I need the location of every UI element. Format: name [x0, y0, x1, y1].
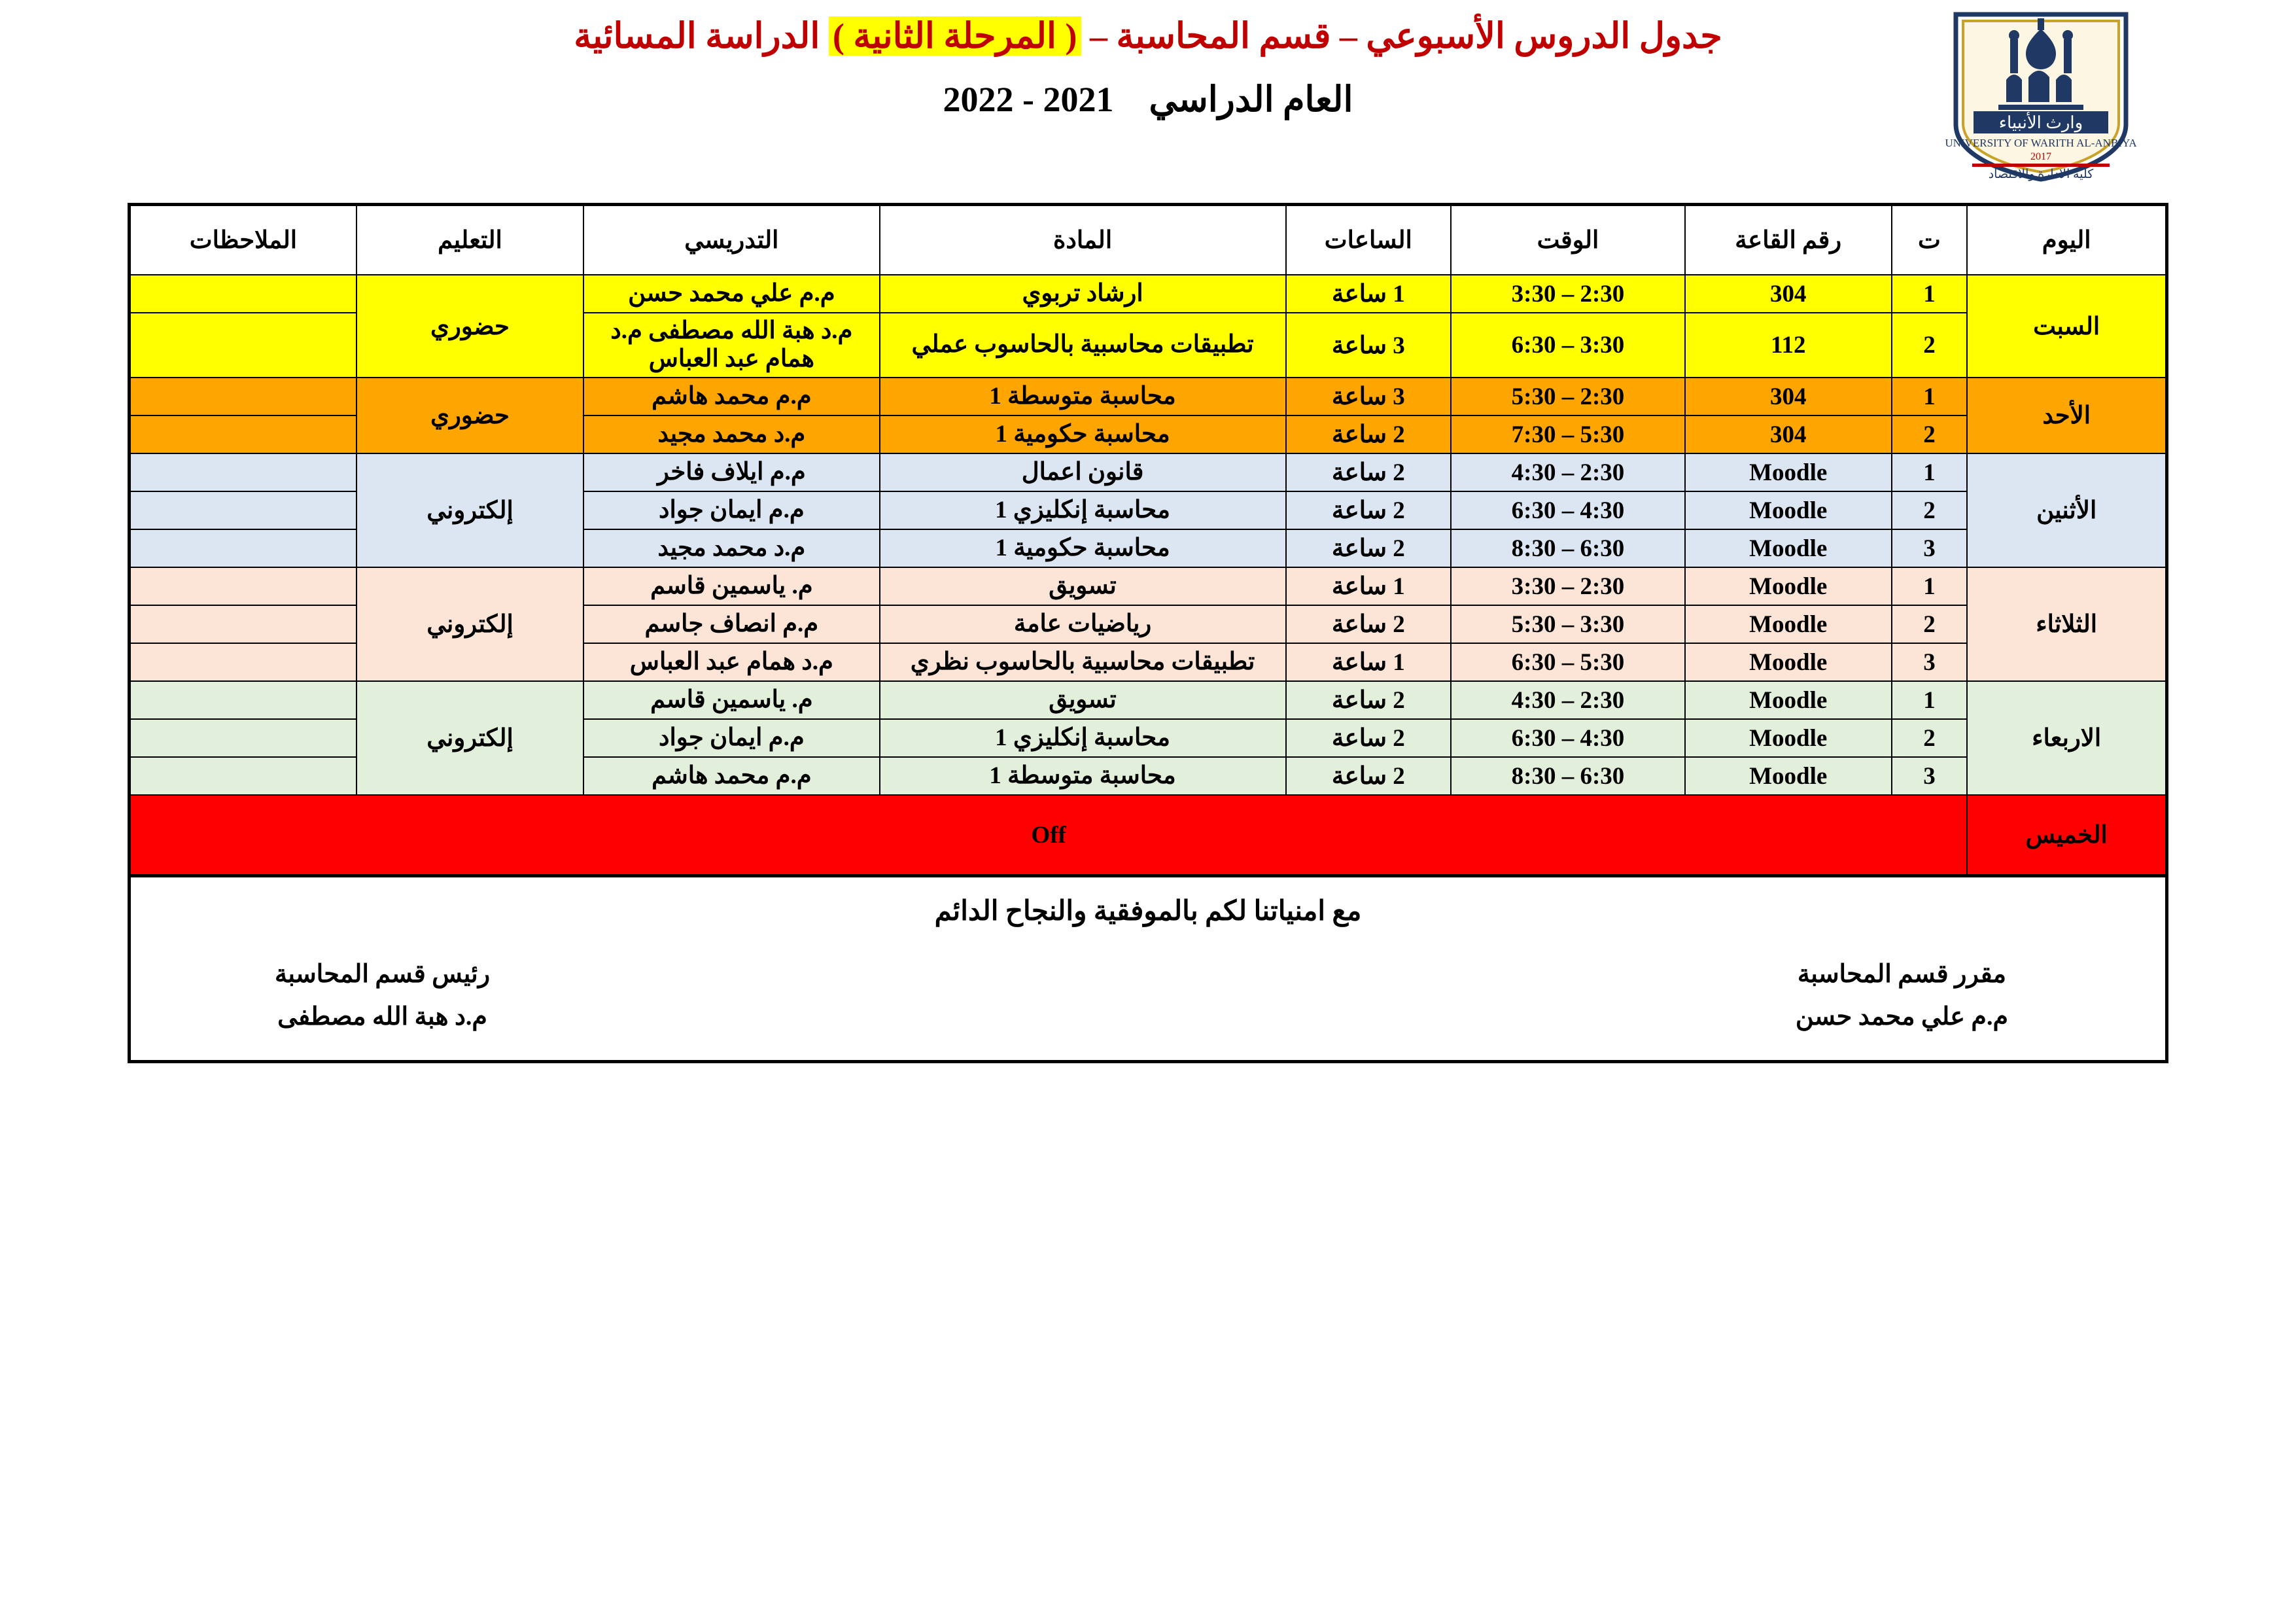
table-row	[130, 275, 2167, 313]
time-slot: 5:30 – 7:30	[1451, 415, 1685, 453]
room-number: Moodle	[1685, 453, 1892, 491]
row-index: 1	[1892, 567, 1968, 605]
teacher-name: م.م محمد هاشم	[583, 378, 880, 415]
notes-cell	[130, 719, 357, 757]
time-slot: 6:30 – 8:30	[1451, 529, 1685, 567]
row-index: 3	[1892, 529, 1968, 567]
time-slot: 2:30 – 5:30	[1451, 378, 1685, 415]
header-subject: المادة	[880, 205, 1286, 275]
row-index: 2	[1892, 415, 1968, 453]
room-number: Moodle	[1685, 681, 1892, 719]
time-slot: 5:30 – 6:30	[1451, 643, 1685, 681]
day-name: الأحد	[1967, 378, 2166, 453]
row-index: 3	[1892, 757, 1968, 795]
off-label: Off	[130, 795, 1968, 876]
row-index: 2	[1892, 605, 1968, 643]
notes-cell	[130, 605, 357, 643]
subject-name: محاسبة إنكليزي 1	[880, 719, 1286, 757]
teacher-name: م. ياسمين قاسم	[583, 567, 880, 605]
hours-count: 1 ساعة	[1286, 643, 1452, 681]
teaching-mode: حضوري	[357, 378, 583, 453]
hours-count: 2 ساعة	[1286, 415, 1452, 453]
header-teacher: التدريسي	[583, 205, 880, 275]
signature-coordinator	[1796, 953, 2008, 1038]
head-role: رئيس قسم المحاسبة	[275, 961, 491, 989]
room-number: 304	[1685, 378, 1892, 415]
notes-cell	[130, 378, 357, 415]
row-index: 2	[1892, 491, 1968, 529]
hours-count: 2 ساعة	[1286, 719, 1452, 757]
hours-count: 3 ساعة	[1286, 313, 1452, 378]
academic-year-value: 2021 - 2022	[943, 79, 1114, 119]
room-number: Moodle	[1685, 605, 1892, 643]
teacher-name: م.م ايلاف فاخر	[583, 453, 880, 491]
notes-cell	[130, 491, 357, 529]
weekly-schedule-table	[128, 203, 2168, 877]
subject-name: قانون اعمال	[880, 453, 1286, 491]
notes-cell	[130, 529, 357, 567]
subject-name: ارشاد تربوي	[880, 275, 1286, 313]
room-number: Moodle	[1685, 567, 1892, 605]
room-number: 304	[1685, 275, 1892, 313]
header-index: ت	[1892, 205, 1968, 275]
time-slot: 2:30 – 4:30	[1451, 681, 1685, 719]
teacher-name: م.م علي محمد حسن	[583, 275, 880, 313]
teaching-mode: حضوري	[357, 275, 583, 378]
teacher-name: م.م ايمان جواد	[583, 719, 880, 757]
subject-name: محاسبة متوسطة 1	[880, 378, 1286, 415]
coordinator-role: مقرر قسم المحاسبة	[1797, 961, 2007, 989]
subject-name: تطبيقات محاسبية بالحاسوب عملي	[880, 313, 1286, 378]
hours-count: 2 ساعة	[1286, 491, 1452, 529]
hours-count: 1 ساعة	[1286, 275, 1452, 313]
svg-text:UNIVERSITY OF WARITH AL-ANBIYA: UNIVERSITY OF WARITH AL-ANBIYA	[1945, 137, 2137, 149]
room-number: 112	[1685, 313, 1892, 378]
header-room: رقم القاعة	[1685, 205, 1892, 275]
header-mode: التعليم	[357, 205, 583, 275]
day-name: السبت	[1967, 275, 2166, 378]
notes-cell	[130, 681, 357, 719]
document-footer	[128, 877, 2168, 1063]
wish-text: مع امنياتنا لكم بالموفقية والنجاح الدائم	[934, 896, 1362, 927]
teacher-name: م.د هبة الله مصطفى م.د همام عبد العباس	[583, 313, 880, 378]
room-number: Moodle	[1685, 643, 1892, 681]
svg-text:وارث الأنبياء: وارث الأنبياء	[1998, 113, 2083, 132]
svg-text:كلية الادارة والاقتصاد: كلية الادارة والاقتصاد	[1988, 168, 2094, 181]
document-header	[0, 0, 2296, 196]
page-title-suffix: الدراسة المسائية	[574, 16, 829, 56]
hours-count: 2 ساعة	[1286, 453, 1452, 491]
coordinator-name: م.م علي محمد حسن	[1795, 1002, 2008, 1031]
hours-count: 2 ساعة	[1286, 757, 1452, 795]
hours-count: 2 ساعة	[1286, 605, 1452, 643]
teacher-name: م.م انصاف جاسم	[583, 605, 880, 643]
row-index: 1	[1892, 681, 1968, 719]
time-slot: 4:30 – 6:30	[1451, 719, 1685, 757]
row-index: 2	[1892, 313, 1968, 378]
teaching-mode: إلكتروني	[357, 681, 583, 795]
row-index: 3	[1892, 643, 1968, 681]
subject-name: تسويق	[880, 567, 1286, 605]
notes-cell	[130, 275, 357, 313]
time-slot: 3:30 – 6:30	[1451, 313, 1685, 378]
notes-cell	[130, 415, 357, 453]
day-name: الخميس	[1967, 795, 2166, 876]
table-row	[130, 453, 2167, 491]
notes-cell	[130, 643, 357, 681]
header-day: اليوم	[1967, 205, 2166, 275]
head-name: م.د هبة الله مصطفى	[277, 1002, 487, 1031]
room-number: 304	[1685, 415, 1892, 453]
row-index: 1	[1892, 453, 1968, 491]
header-hours: الساعات	[1286, 205, 1452, 275]
row-index: 1	[1892, 275, 1968, 313]
subject-name: محاسبة حكومية 1	[880, 415, 1286, 453]
subject-name: تسويق	[880, 681, 1286, 719]
table-row	[130, 567, 2167, 605]
hours-count: 2 ساعة	[1286, 681, 1452, 719]
table-row	[130, 681, 2167, 719]
time-slot: 6:30 – 8:30	[1451, 757, 1685, 795]
teacher-name: م.م ايمان جواد	[583, 491, 880, 529]
day-name: الثلاثاء	[1967, 567, 2166, 681]
table-header-row	[130, 205, 2167, 275]
room-number: Moodle	[1685, 491, 1892, 529]
time-slot: 2:30 – 4:30	[1451, 453, 1685, 491]
room-number: Moodle	[1685, 529, 1892, 567]
time-slot: 2:30 – 3:30	[1451, 567, 1685, 605]
time-slot: 4:30 – 6:30	[1451, 491, 1685, 529]
room-number: Moodle	[1685, 719, 1892, 757]
teaching-mode: إلكتروني	[357, 453, 583, 567]
notes-cell	[130, 757, 357, 795]
room-number: Moodle	[1685, 757, 1892, 795]
page-title-highlight: ( المرحلة الثانية )	[829, 16, 1081, 56]
subject-name: محاسبة متوسطة 1	[880, 757, 1286, 795]
time-slot: 2:30 – 3:30	[1451, 275, 1685, 313]
day-name: الأثنين	[1967, 453, 2166, 567]
subject-name: رياضيات عامة	[880, 605, 1286, 643]
teacher-name: م.د همام عبد العباس	[583, 643, 880, 681]
subject-name: محاسبة حكومية 1	[880, 529, 1286, 567]
table-row-off-day	[130, 795, 2167, 876]
row-index: 1	[1892, 378, 1968, 415]
subject-name: تطبيقات محاسبية بالحاسوب نظري	[880, 643, 1286, 681]
row-index: 2	[1892, 719, 1968, 757]
teacher-name: م.د محمد مجيد	[583, 529, 880, 567]
hours-count: 3 ساعة	[1286, 378, 1452, 415]
teacher-name: م.د محمد مجيد	[583, 415, 880, 453]
academic-year-label: العام الدراسي	[1149, 79, 1353, 119]
header-notes: الملاحظات	[130, 205, 357, 275]
hours-count: 2 ساعة	[1286, 529, 1452, 567]
teaching-mode: إلكتروني	[357, 567, 583, 681]
teacher-name: م.م محمد هاشم	[583, 757, 880, 795]
day-name: الاربعاء	[1967, 681, 2166, 795]
page-title-prefix: جدول الدروس الأسبوعي – قسم المحاسبة –	[1081, 16, 1722, 56]
header-time: الوقت	[1451, 205, 1685, 275]
teacher-name: م. ياسمين قاسم	[583, 681, 880, 719]
notes-cell	[130, 313, 357, 378]
notes-cell	[130, 453, 357, 491]
time-slot: 3:30 – 5:30	[1451, 605, 1685, 643]
hours-count: 1 ساعة	[1286, 567, 1452, 605]
signature-head	[275, 953, 490, 1038]
subject-name: محاسبة إنكليزي 1	[880, 491, 1286, 529]
notes-cell	[130, 567, 357, 605]
svg-text:2017: 2017	[2030, 151, 2051, 162]
table-row	[130, 378, 2167, 415]
university-logo	[1933, 7, 2149, 183]
